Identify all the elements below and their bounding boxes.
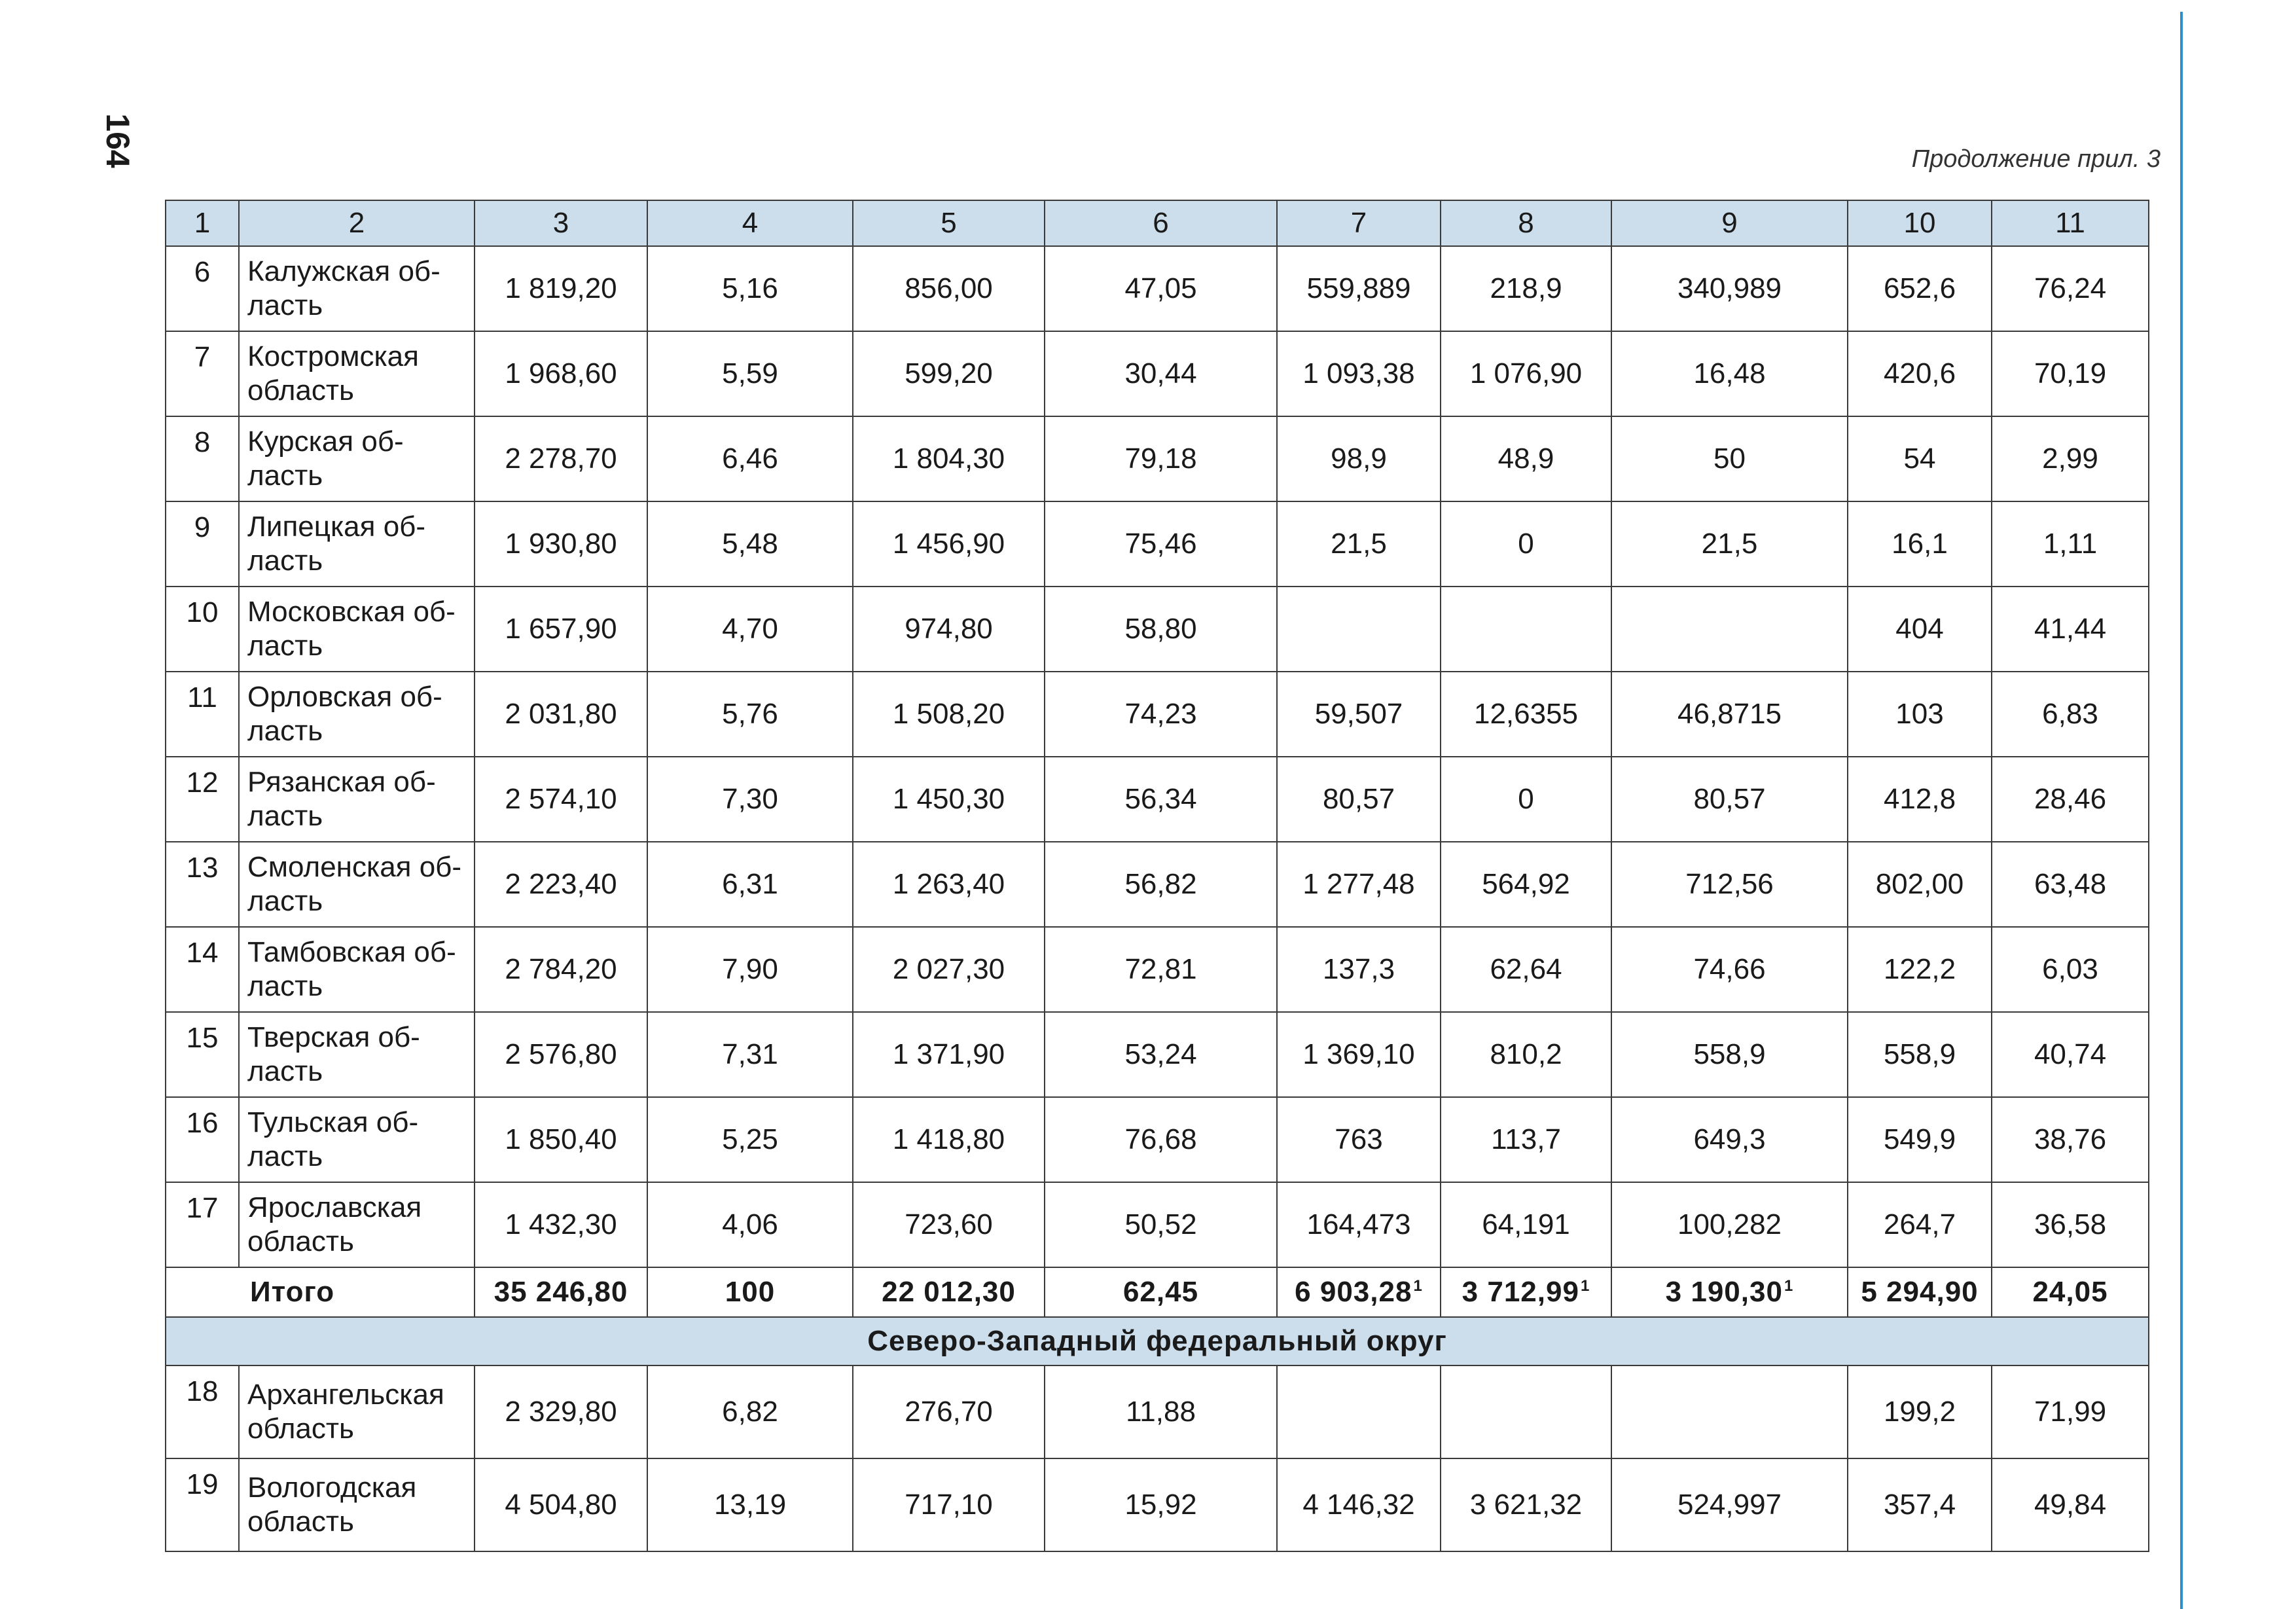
value-cell: 1 263,40 xyxy=(853,842,1045,927)
value-cell: 16,1 xyxy=(1848,501,1992,587)
value-cell: 7,30 xyxy=(647,757,853,842)
value-cell xyxy=(1277,587,1441,672)
data-table xyxy=(165,200,2149,1552)
value-cell: 15,92 xyxy=(1045,1458,1277,1551)
value-cell: 6,83 xyxy=(1992,672,2149,757)
value-cell: 54 xyxy=(1848,416,1992,501)
value-cell: 36,58 xyxy=(1992,1182,2149,1267)
row-number: 17 xyxy=(166,1182,239,1267)
value-cell: 1 930,80 xyxy=(475,501,647,587)
region-name xyxy=(239,672,475,757)
value-cell: 5,59 xyxy=(647,331,853,416)
value-cell: 3 621,32 xyxy=(1441,1458,1611,1551)
value-cell: 2 576,80 xyxy=(475,1012,647,1097)
value-cell: 856,00 xyxy=(853,246,1045,331)
total-value-cell xyxy=(1441,1267,1611,1317)
row-number: 6 xyxy=(166,246,239,331)
table-row xyxy=(166,927,2149,1012)
value-cell: 62,64 xyxy=(1441,927,1611,1012)
region-name-line: Тверская об- xyxy=(247,1021,420,1053)
region-name xyxy=(239,1097,475,1182)
footnote-marker: 1 xyxy=(1784,1277,1794,1295)
row-number: 9 xyxy=(166,501,239,587)
table-row xyxy=(166,331,2149,416)
column-header: 4 xyxy=(647,200,853,246)
column-header: 2 xyxy=(239,200,475,246)
value-cell: 12,6355 xyxy=(1441,672,1611,757)
region-name-line: ласть xyxy=(247,289,323,321)
table-row xyxy=(166,587,2149,672)
value-cell: 1 450,30 xyxy=(853,757,1045,842)
region-name-line: область xyxy=(247,1413,354,1445)
table-row xyxy=(166,1182,2149,1267)
value-cell: 1,11 xyxy=(1992,501,2149,587)
column-header: 9 xyxy=(1611,200,1848,246)
value-cell: 59,507 xyxy=(1277,672,1441,757)
table-row xyxy=(166,1012,2149,1097)
value-cell: 199,2 xyxy=(1848,1365,1992,1458)
value-cell: 4,70 xyxy=(647,587,853,672)
footnote-marker: 1 xyxy=(1413,1277,1423,1295)
value-cell: 4,06 xyxy=(647,1182,853,1267)
value-cell: 71,99 xyxy=(1992,1365,2149,1458)
region-name-line: ласть xyxy=(247,800,323,832)
value-cell: 404 xyxy=(1848,587,1992,672)
total-value: 24,05 xyxy=(2032,1276,2108,1308)
total-value-cell xyxy=(1611,1267,1848,1317)
value-cell: 763 xyxy=(1277,1097,1441,1182)
value-cell: 48,9 xyxy=(1441,416,1611,501)
value-cell: 1 093,38 xyxy=(1277,331,1441,416)
table-row xyxy=(166,842,2149,927)
region-name-line: область xyxy=(247,1225,354,1257)
value-cell: 1 804,30 xyxy=(853,416,1045,501)
section-header-row xyxy=(166,1317,2149,1365)
value-cell: 974,80 xyxy=(853,587,1045,672)
table-row xyxy=(166,757,2149,842)
total-value-cell xyxy=(1992,1267,2149,1317)
value-cell: 50 xyxy=(1611,416,1848,501)
total-value: 62,45 xyxy=(1122,1276,1199,1308)
value-cell: 28,46 xyxy=(1992,757,2149,842)
value-cell: 218,9 xyxy=(1441,246,1611,331)
value-cell: 340,989 xyxy=(1611,246,1848,331)
region-name-line: область xyxy=(247,374,354,407)
value-cell: 7,31 xyxy=(647,1012,853,1097)
value-cell: 21,5 xyxy=(1277,501,1441,587)
value-cell: 76,68 xyxy=(1045,1097,1277,1182)
region-name-line: область xyxy=(247,1506,354,1538)
value-cell: 412,8 xyxy=(1848,757,1992,842)
value-cell: 1 277,48 xyxy=(1277,842,1441,927)
value-cell: 63,48 xyxy=(1992,842,2149,927)
total-value: 3 712,99 xyxy=(1462,1276,1579,1308)
value-cell: 1 432,30 xyxy=(475,1182,647,1267)
region-name xyxy=(239,246,475,331)
value-cell: 6,82 xyxy=(647,1365,853,1458)
value-cell xyxy=(1611,587,1848,672)
region-name-line: Архангельская xyxy=(247,1379,444,1411)
value-cell: 1 371,90 xyxy=(853,1012,1045,1097)
total-value-cell xyxy=(1045,1267,1277,1317)
row-number: 15 xyxy=(166,1012,239,1097)
row-number: 13 xyxy=(166,842,239,927)
region-name xyxy=(239,757,475,842)
value-cell: 649,3 xyxy=(1611,1097,1848,1182)
value-cell: 53,24 xyxy=(1045,1012,1277,1097)
footnote-marker: 1 xyxy=(1580,1277,1590,1295)
region-name-line: Московская об- xyxy=(247,596,456,628)
region-name-line: ласть xyxy=(247,1055,323,1087)
region-name-line: Костромская xyxy=(247,340,419,372)
table-row xyxy=(166,1365,2149,1458)
value-cell: 7,90 xyxy=(647,927,853,1012)
value-cell: 5,16 xyxy=(647,246,853,331)
value-cell: 599,20 xyxy=(853,331,1045,416)
value-cell: 564,92 xyxy=(1441,842,1611,927)
row-number: 10 xyxy=(166,587,239,672)
region-name-line: Тамбовская об- xyxy=(247,936,456,968)
section-title: Северо-Западный федеральный округ xyxy=(166,1317,2149,1365)
region-name xyxy=(239,1012,475,1097)
value-cell: 41,44 xyxy=(1992,587,2149,672)
value-cell: 72,81 xyxy=(1045,927,1277,1012)
region-name xyxy=(239,1182,475,1267)
region-name-line: ласть xyxy=(247,460,323,492)
value-cell: 80,57 xyxy=(1277,757,1441,842)
value-cell: 0 xyxy=(1441,757,1611,842)
value-cell: 103 xyxy=(1848,672,1992,757)
row-number: 11 xyxy=(166,672,239,757)
value-cell xyxy=(1277,1365,1441,1458)
page-number: 164 xyxy=(99,113,136,168)
value-cell: 1 369,10 xyxy=(1277,1012,1441,1097)
value-cell: 802,00 xyxy=(1848,842,1992,927)
value-cell: 2 574,10 xyxy=(475,757,647,842)
row-number: 19 xyxy=(166,1458,239,1551)
value-cell: 549,9 xyxy=(1848,1097,1992,1182)
table-row xyxy=(166,672,2149,757)
region-name xyxy=(239,1365,475,1458)
region-name-line: ласть xyxy=(247,545,323,577)
value-cell: 100,282 xyxy=(1611,1182,1848,1267)
region-name-line: Ярославская xyxy=(247,1191,422,1223)
column-header: 10 xyxy=(1848,200,1992,246)
region-name-line: Тульская об- xyxy=(247,1106,419,1138)
value-cell: 559,889 xyxy=(1277,246,1441,331)
value-cell: 113,7 xyxy=(1441,1097,1611,1182)
value-cell: 2,99 xyxy=(1992,416,2149,501)
value-cell: 1 968,60 xyxy=(475,331,647,416)
value-cell: 98,9 xyxy=(1277,416,1441,501)
value-cell: 1 456,90 xyxy=(853,501,1045,587)
value-cell: 276,70 xyxy=(853,1365,1045,1458)
value-cell: 1 850,40 xyxy=(475,1097,647,1182)
value-cell: 46,8715 xyxy=(1611,672,1848,757)
value-cell: 5,76 xyxy=(647,672,853,757)
value-cell: 0 xyxy=(1441,501,1611,587)
value-cell: 6,03 xyxy=(1992,927,2149,1012)
value-cell: 75,46 xyxy=(1045,501,1277,587)
value-cell: 5,25 xyxy=(647,1097,853,1182)
column-header: 8 xyxy=(1441,200,1611,246)
total-row xyxy=(166,1267,2149,1317)
total-label: Итого xyxy=(166,1267,475,1317)
value-cell: 717,10 xyxy=(853,1458,1045,1551)
region-name-line: ласть xyxy=(247,1140,323,1172)
value-cell: 6,46 xyxy=(647,416,853,501)
value-cell: 723,60 xyxy=(853,1182,1045,1267)
value-cell: 49,84 xyxy=(1992,1458,2149,1551)
value-cell: 1 508,20 xyxy=(853,672,1045,757)
region-name xyxy=(239,416,475,501)
row-number: 18 xyxy=(166,1365,239,1458)
region-name xyxy=(239,501,475,587)
table-row xyxy=(166,1097,2149,1182)
value-cell: 79,18 xyxy=(1045,416,1277,501)
total-value: 3 190,30 xyxy=(1665,1276,1783,1308)
value-cell: 122,2 xyxy=(1848,927,1992,1012)
region-name xyxy=(239,842,475,927)
value-cell xyxy=(1611,1365,1848,1458)
row-number: 7 xyxy=(166,331,239,416)
region-name-line: Липецкая об- xyxy=(247,511,426,543)
value-cell: 2 278,70 xyxy=(475,416,647,501)
value-cell: 50,52 xyxy=(1045,1182,1277,1267)
column-header: 3 xyxy=(475,200,647,246)
region-name-line: Калужская об- xyxy=(247,255,440,287)
total-value-cell xyxy=(1277,1267,1441,1317)
value-cell: 47,05 xyxy=(1045,246,1277,331)
value-cell xyxy=(1441,587,1611,672)
region-name xyxy=(239,927,475,1012)
region-name xyxy=(239,331,475,416)
total-value-cell xyxy=(1848,1267,1992,1317)
total-value: 100 xyxy=(725,1276,776,1308)
continuation-note: Продолжение прил. 3 xyxy=(1911,145,2161,173)
page-edge-rule xyxy=(2180,12,2183,1609)
table-row xyxy=(166,501,2149,587)
region-name-line: ласть xyxy=(247,885,323,917)
total-value-cell xyxy=(475,1267,647,1317)
region-name-line: Вологодская xyxy=(247,1472,417,1504)
value-cell: 11,88 xyxy=(1045,1365,1277,1458)
row-number: 16 xyxy=(166,1097,239,1182)
value-cell: 80,57 xyxy=(1611,757,1848,842)
value-cell: 13,19 xyxy=(647,1458,853,1551)
column-header: 11 xyxy=(1992,200,2149,246)
total-value: 22 012,30 xyxy=(882,1276,1016,1308)
total-value: 5 294,90 xyxy=(1861,1276,1979,1308)
region-name xyxy=(239,587,475,672)
value-cell: 2 027,30 xyxy=(853,927,1045,1012)
value-cell: 264,7 xyxy=(1848,1182,1992,1267)
value-cell: 810,2 xyxy=(1441,1012,1611,1097)
value-cell: 74,23 xyxy=(1045,672,1277,757)
value-cell: 558,9 xyxy=(1848,1012,1992,1097)
value-cell: 58,80 xyxy=(1045,587,1277,672)
region-name-line: Курская об- xyxy=(247,425,404,458)
value-cell: 38,76 xyxy=(1992,1097,2149,1182)
total-value: 6 903,28 xyxy=(1295,1276,1412,1308)
value-cell: 1 819,20 xyxy=(475,246,647,331)
value-cell: 56,34 xyxy=(1045,757,1277,842)
value-cell: 21,5 xyxy=(1611,501,1848,587)
value-cell: 74,66 xyxy=(1611,927,1848,1012)
region-name xyxy=(239,1458,475,1551)
region-name-line: ласть xyxy=(247,970,323,1002)
value-cell: 420,6 xyxy=(1848,331,1992,416)
row-number: 8 xyxy=(166,416,239,501)
value-cell: 558,9 xyxy=(1611,1012,1848,1097)
total-value-cell xyxy=(647,1267,853,1317)
column-header: 6 xyxy=(1045,200,1277,246)
value-cell: 2 784,20 xyxy=(475,927,647,1012)
value-cell: 16,48 xyxy=(1611,331,1848,416)
table-row xyxy=(166,416,2149,501)
value-cell: 164,473 xyxy=(1277,1182,1441,1267)
value-cell: 137,3 xyxy=(1277,927,1441,1012)
value-cell: 56,82 xyxy=(1045,842,1277,927)
region-name-line: Смоленская об- xyxy=(247,851,462,883)
row-number: 14 xyxy=(166,927,239,1012)
region-name-line: ласть xyxy=(247,715,323,747)
value-cell: 4 504,80 xyxy=(475,1458,647,1551)
region-name-line: Орловская об- xyxy=(247,681,442,713)
value-cell: 70,19 xyxy=(1992,331,2149,416)
value-cell: 2 329,80 xyxy=(475,1365,647,1458)
value-cell xyxy=(1441,1365,1611,1458)
column-header: 5 xyxy=(853,200,1045,246)
value-cell: 2 031,80 xyxy=(475,672,647,757)
value-cell: 712,56 xyxy=(1611,842,1848,927)
value-cell: 1 418,80 xyxy=(853,1097,1045,1182)
value-cell: 357,4 xyxy=(1848,1458,1992,1551)
value-cell: 1 076,90 xyxy=(1441,331,1611,416)
value-cell: 64,191 xyxy=(1441,1182,1611,1267)
column-header: 7 xyxy=(1277,200,1441,246)
table-row xyxy=(166,246,2149,331)
value-cell: 76,24 xyxy=(1992,246,2149,331)
value-cell: 40,74 xyxy=(1992,1012,2149,1097)
value-cell: 652,6 xyxy=(1848,246,1992,331)
value-cell: 6,31 xyxy=(647,842,853,927)
region-name-line: Рязанская об- xyxy=(247,766,436,798)
value-cell: 30,44 xyxy=(1045,331,1277,416)
column-header: 1 xyxy=(166,200,239,246)
table-row xyxy=(166,1458,2149,1551)
value-cell: 5,48 xyxy=(647,501,853,587)
value-cell: 4 146,32 xyxy=(1277,1458,1441,1551)
value-cell: 2 223,40 xyxy=(475,842,647,927)
row-number: 12 xyxy=(166,757,239,842)
value-cell: 524,997 xyxy=(1611,1458,1848,1551)
total-value-cell xyxy=(853,1267,1045,1317)
value-cell: 1 657,90 xyxy=(475,587,647,672)
total-value: 35 246,80 xyxy=(493,1276,628,1308)
table-header-row xyxy=(166,200,2149,246)
region-name-line: ласть xyxy=(247,630,323,662)
